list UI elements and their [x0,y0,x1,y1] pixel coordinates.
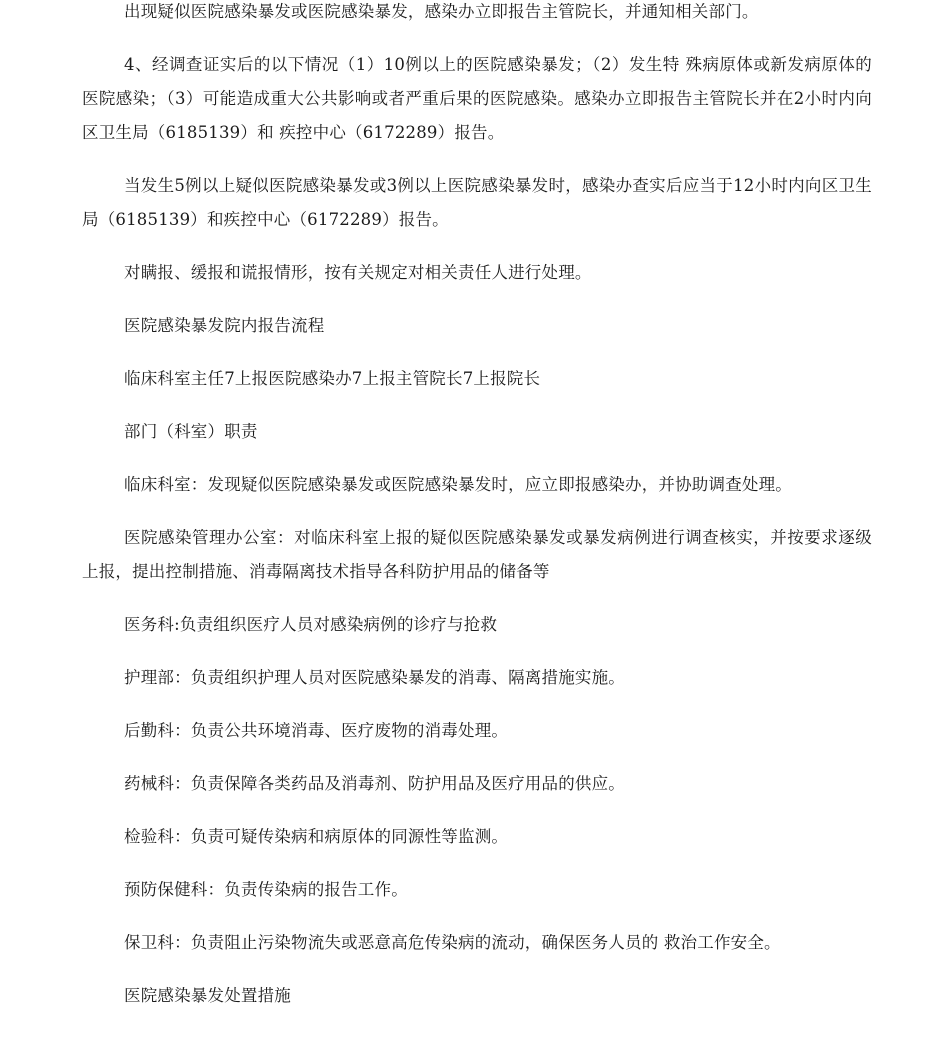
paragraph-gap [82,589,872,608]
paragraph-gap [82,29,872,48]
duty-preventive-care: 预防保健科：负责传染病的报告工作。 [124,880,408,899]
duty-infection-control-office: 医院感染管理办公室：对临床科室上报的疑似医院感染暴发或暴发病例进行调查核实，并按要求逐级上报，提出控制措施、消毒隔离技术指导各科防护用品的储备等 [82,528,872,581]
duty-medical-affairs: 医务科:负责组织医疗人员对感染病例的诊疗与抢救 [124,615,498,634]
duty-nursing-department: 护理部：负责组织护理人员对医院感染暴发的消毒、隔离措施实施。 [124,668,625,687]
paragraph-gap [82,801,872,820]
duty-security: 保卫科：负责阻止污染物流失或恶意高危传染病的流动，确保医务人员的 救治工作安全。 [124,933,781,952]
heading-outbreak-measures: 医院感染暴发处置措施 [124,986,291,1005]
paragraph-gap [82,396,872,415]
paragraph-gap [82,642,872,661]
paragraph-gap [82,449,872,468]
paragraph-gap [82,290,872,309]
heading-department-duties: 部门（科室）职责 [124,422,258,441]
paragraph-gap [82,907,872,926]
duty-laboratory: 检验科：负责可疑传染病和病原体的同源性等监测。 [124,827,509,846]
duty-pharmacy-equipment: 药械科：负责保障各类药品及消毒剂、防护用品及医疗用品的供应。 [124,774,625,793]
paragraph-gap [82,960,872,979]
paragraph-gap [82,150,872,169]
paragraph-12-hour-report: 当发生5例以上疑似医院感染暴发或3例以上医院感染暴发时，感染办查实后应当于12小时内向区卫生局（6185139）和疾控中心（6172289）报告。 [82,176,872,229]
paragraph-gap [82,748,872,767]
paragraph-report-chain: 临床科室主任7上报医院感染办7上报主管院长7上报院长 [124,369,541,388]
duty-logistics: 后勤科：负责公共环境消毒、医疗废物的消毒处理。 [124,721,509,740]
paragraph-gap [82,502,872,521]
paragraph-false-report-handling: 对瞒报、缓报和谎报情形，按有关规定对相关责任人进行处理。 [124,263,592,282]
duty-clinical-departments: 临床科室：发现疑似医院感染暴发或医院感染暴发时，应立即报感染办，并协助调查处理。 [124,475,792,494]
paragraph-gap [82,343,872,362]
heading-internal-report-flow: 医院感染暴发院内报告流程 [124,316,325,335]
paragraph-gap [82,237,872,256]
paragraph-gap [82,854,872,873]
paragraph-gap [82,695,872,714]
document-page [82,0,872,1013]
paragraph-confirmed-cases: 4、经调查证实后的以下情况（1）10例以上的医院感染暴发；（2）发生特 殊病原体或新发病原体的医院感染；（3）可能造成重大公共影响或者严重后果的医院感染。感染办立即报告主管院长并在2小时内向区卫生局（6185139）和 疾控中心（6172289）报告。 [82,55,872,142]
paragraph-report-notice: 出现疑似医院感染暴发或医院感染暴发，感染办立即报告主管院长，并通知相关部门。 [124,2,759,21]
